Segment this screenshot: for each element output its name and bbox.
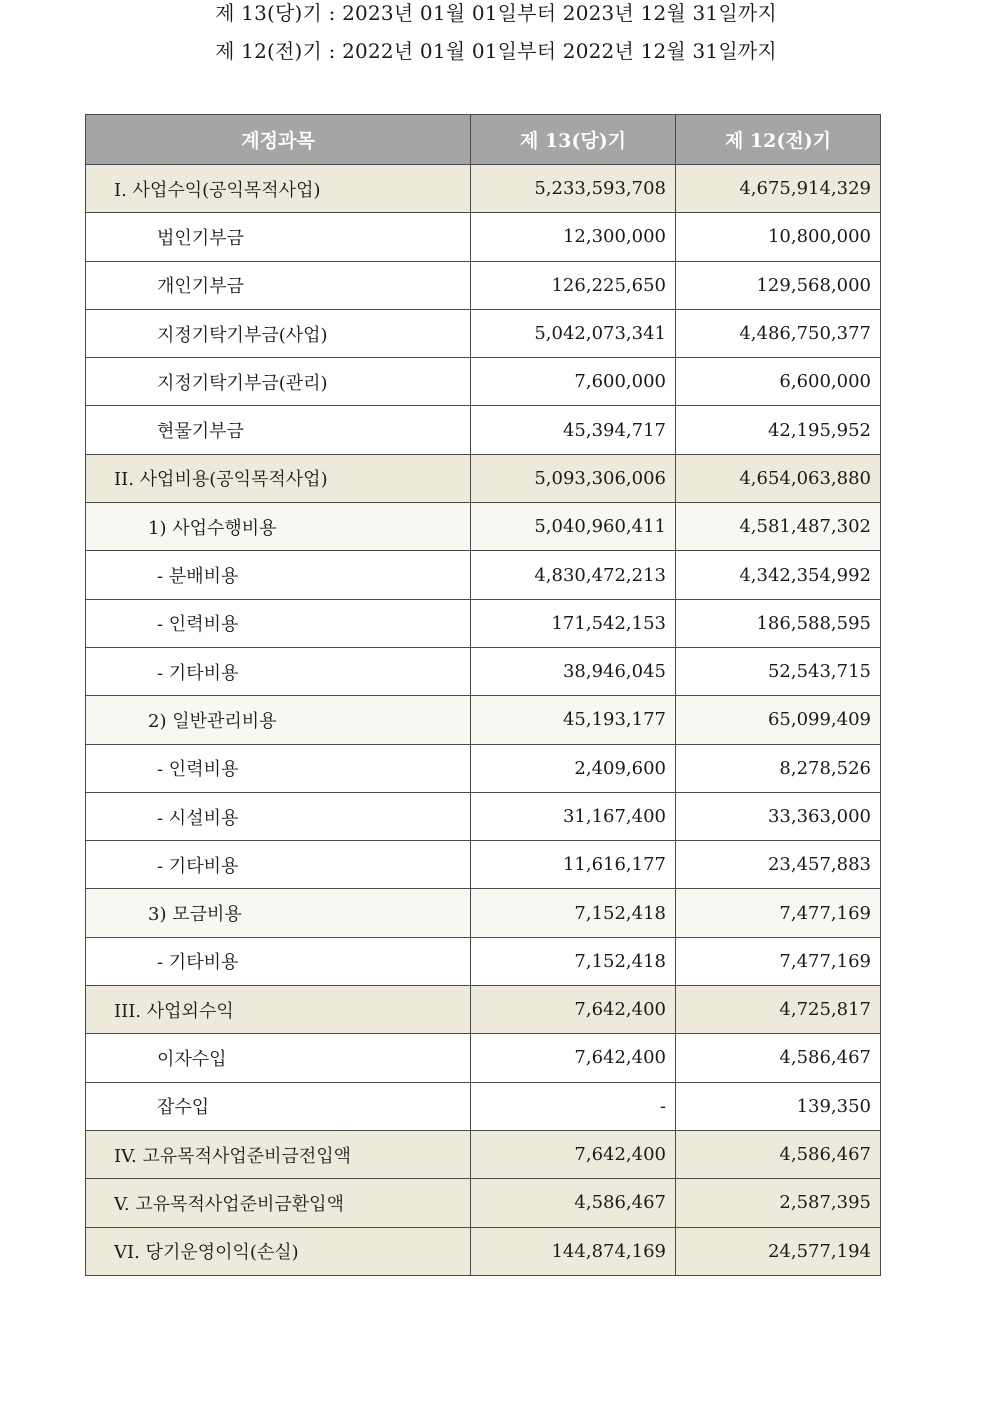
- table-row: [86, 454, 881, 502]
- current-period-amount-cell: 7,600,000: [471, 358, 676, 406]
- table-row: [86, 889, 881, 937]
- current-period-amount-cell: 31,167,400: [471, 792, 676, 840]
- previous-period-amount-cell: 4,586,467: [676, 1130, 881, 1178]
- table-row: [86, 165, 881, 213]
- current-period-amount-cell: 144,874,169: [471, 1227, 676, 1275]
- current-period-amount-cell: 45,394,717: [471, 406, 676, 454]
- table-row: [86, 261, 881, 309]
- table-row: [86, 406, 881, 454]
- previous-period-amount-cell: 24,577,194: [676, 1227, 881, 1275]
- table-row: [86, 744, 881, 792]
- account-name-cell: 잡수입: [86, 1082, 471, 1130]
- current-period-amount-cell: 5,233,593,708: [471, 165, 676, 213]
- period-current: 제 13(당)기 : 2023년 01월 01일부터 2023년 12월 31일까지: [215, 1, 777, 25]
- account-name-cell: - 기타비용: [86, 937, 471, 985]
- account-name-cell: - 기타비용: [86, 647, 471, 695]
- current-period-amount-cell: 5,093,306,006: [471, 454, 676, 502]
- current-period-amount-cell: 4,586,467: [471, 1179, 676, 1227]
- previous-period-amount-cell: 52,543,715: [676, 647, 881, 695]
- account-name-cell: II. 사업비용(공익목적사업): [86, 454, 471, 502]
- table-row: [86, 1082, 881, 1130]
- account-name-cell: 지정기탁기부금(사업): [86, 309, 471, 357]
- account-name-cell: - 인력비용: [86, 599, 471, 647]
- table-row: [86, 986, 881, 1034]
- account-name-cell: - 기타비용: [86, 841, 471, 889]
- previous-period-amount-cell: 4,581,487,302: [676, 503, 881, 551]
- table-row: [86, 551, 881, 599]
- previous-period-amount-cell: 186,588,595: [676, 599, 881, 647]
- table-row: [86, 309, 881, 357]
- current-period-amount-cell: 11,616,177: [471, 841, 676, 889]
- previous-period-amount-cell: 4,675,914,329: [676, 165, 881, 213]
- account-name-cell: VI. 당기운영이익(손실): [86, 1227, 471, 1275]
- previous-period-amount-cell: 6,600,000: [676, 358, 881, 406]
- current-period-amount-cell: 45,193,177: [471, 696, 676, 744]
- previous-period-amount-cell: 33,363,000: [676, 792, 881, 840]
- previous-period-amount-cell: 4,654,063,880: [676, 454, 881, 502]
- current-period-amount-cell: 4,830,472,213: [471, 551, 676, 599]
- account-name-cell: - 분배비용: [86, 551, 471, 599]
- account-name-cell: IV. 고유목적사업준비금전입액: [86, 1130, 471, 1178]
- current-period-amount-cell: 7,152,418: [471, 889, 676, 937]
- header-current-period: 제 13(당)기: [471, 115, 676, 165]
- previous-period-amount-cell: 2,587,395: [676, 1179, 881, 1227]
- previous-period-amount-cell: 7,477,169: [676, 889, 881, 937]
- previous-period-amount-cell: 4,586,467: [676, 1034, 881, 1082]
- previous-period-amount-cell: 7,477,169: [676, 937, 881, 985]
- previous-period-amount-cell: 4,342,354,992: [676, 551, 881, 599]
- previous-period-amount-cell: 139,350: [676, 1082, 881, 1130]
- previous-period-amount-cell: 42,195,952: [676, 406, 881, 454]
- account-name-cell: 1) 사업수행비용: [86, 503, 471, 551]
- account-name-cell: I. 사업수익(공익목적사업): [86, 165, 471, 213]
- account-name-cell: 현물기부금: [86, 406, 471, 454]
- current-period-amount-cell: 7,152,418: [471, 937, 676, 985]
- previous-period-amount-cell: 4,725,817: [676, 986, 881, 1034]
- previous-period-amount-cell: 10,800,000: [676, 213, 881, 261]
- account-name-cell: III. 사업외수익: [86, 986, 471, 1034]
- account-name-cell: 지정기탁기부금(관리): [86, 358, 471, 406]
- account-name-cell: 이자수입: [86, 1034, 471, 1082]
- current-period-amount-cell: 5,040,960,411: [471, 503, 676, 551]
- previous-period-amount-cell: 23,457,883: [676, 841, 881, 889]
- account-name-cell: V. 고유목적사업준비금환입액: [86, 1179, 471, 1227]
- table-row: [86, 937, 881, 985]
- header-previous-period: 제 12(전)기: [676, 115, 881, 165]
- account-name-cell: - 인력비용: [86, 744, 471, 792]
- operating-statement-table: [85, 114, 881, 1276]
- table-row: [86, 213, 881, 261]
- previous-period-amount-cell: 65,099,409: [676, 696, 881, 744]
- table-row: [86, 647, 881, 695]
- table-row: [86, 1034, 881, 1082]
- table-row: [86, 1130, 881, 1178]
- account-name-cell: 개인기부금: [86, 261, 471, 309]
- current-period-amount-cell: 7,642,400: [471, 986, 676, 1034]
- account-name-cell: 법인기부금: [86, 213, 471, 261]
- current-period-amount-cell: 126,225,650: [471, 261, 676, 309]
- header-account: 계정과목: [86, 115, 471, 165]
- table-row: [86, 1227, 881, 1275]
- current-period-amount-cell: 171,542,153: [471, 599, 676, 647]
- period-previous: 제 12(전)기 : 2022년 01월 01일부터 2022년 12월 31일까지: [215, 39, 777, 63]
- table-row: [86, 792, 881, 840]
- table-row: [86, 503, 881, 551]
- table-row: [86, 599, 881, 647]
- table-row: [86, 696, 881, 744]
- current-period-amount-cell: 5,042,073,341: [471, 309, 676, 357]
- previous-period-amount-cell: 129,568,000: [676, 261, 881, 309]
- account-name-cell: - 시설비용: [86, 792, 471, 840]
- current-period-amount-cell: -: [471, 1082, 676, 1130]
- current-period-amount-cell: 12,300,000: [471, 213, 676, 261]
- previous-period-amount-cell: 8,278,526: [676, 744, 881, 792]
- account-name-cell: 2) 일반관리비용: [86, 696, 471, 744]
- table-row: [86, 1179, 881, 1227]
- current-period-amount-cell: 2,409,600: [471, 744, 676, 792]
- account-name-cell: 3) 모금비용: [86, 889, 471, 937]
- table-header-row: [86, 115, 881, 165]
- current-period-amount-cell: 7,642,400: [471, 1034, 676, 1082]
- current-period-amount-cell: 7,642,400: [471, 1130, 676, 1178]
- current-period-amount-cell: 38,946,045: [471, 647, 676, 695]
- table-row: [86, 358, 881, 406]
- previous-period-amount-cell: 4,486,750,377: [676, 309, 881, 357]
- table-row: [86, 841, 881, 889]
